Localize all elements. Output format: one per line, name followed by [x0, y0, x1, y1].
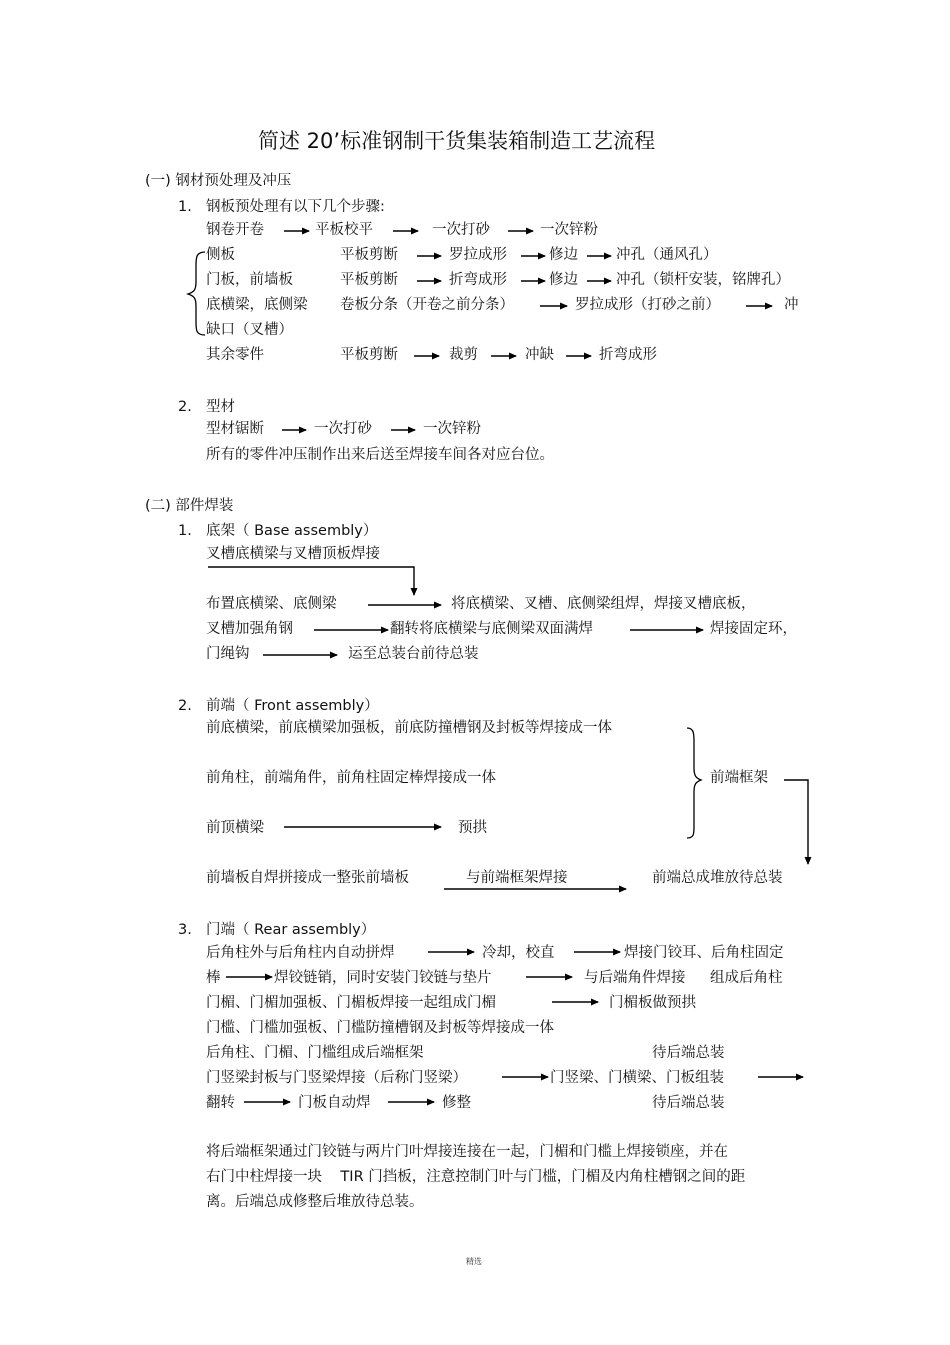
- item-number: 1.: [178, 199, 192, 215]
- flow-step: 一次打砂: [432, 222, 490, 238]
- flow-step: 运至总装台前待总装: [348, 646, 479, 662]
- flow-step: 一次锌粉: [540, 222, 598, 238]
- curly-brace: [188, 252, 205, 335]
- flow-step: 前端框架: [710, 770, 768, 786]
- flow-step: 待后端总装: [652, 1045, 725, 1061]
- section-heading: (一) 钢材预处理及冲压: [145, 173, 292, 189]
- flow-step: 叉槽底横梁与叉槽顶板焊接: [206, 546, 380, 562]
- flow-step: 翻转: [206, 1095, 235, 1111]
- flow-step: 焊铰链销，同时安装门铰链与垫片: [274, 970, 492, 986]
- flow-step: 前角柱，前端角件，前角柱固定棒焊接成一体: [206, 770, 496, 786]
- flow-step: 罗拉成形（打砂之前）: [575, 297, 720, 313]
- flow-step: 前端总成堆放待总装: [652, 870, 783, 886]
- flow-step: 待后端总装: [652, 1095, 725, 1111]
- flow-part-label: 侧板: [206, 247, 235, 263]
- flow-step: 缺口（叉槽）: [206, 322, 293, 338]
- flow-step: 平板校平: [315, 222, 373, 238]
- flow-step: 门板自动焊: [298, 1095, 371, 1111]
- flow-step: 罗拉成形: [449, 247, 507, 263]
- item-heading: 前端（ Front assembly）: [206, 698, 379, 714]
- flow-step: 折弯成形: [449, 272, 507, 288]
- item-heading: 门端（ Rear assembly）: [206, 922, 376, 938]
- flow-step: 后角柱外与后角柱内自动拼焊: [206, 945, 395, 961]
- flow-step: 前底横梁，前底横梁加强板，前底防撞槽钢及封板等焊接成一体: [206, 720, 612, 736]
- flow-step: 修边: [549, 247, 578, 263]
- flow-step: 修整: [442, 1095, 471, 1111]
- curly-brace: [687, 728, 701, 838]
- flow-step: 冲缺: [525, 347, 554, 363]
- flow-step: 布置底横梁、底侧梁: [206, 596, 337, 612]
- flow-step: 冲孔（锁杆安装，铭牌孔）: [616, 272, 790, 288]
- flow-connector: [784, 780, 808, 864]
- item-heading: 型材: [206, 399, 235, 415]
- flow-step: 钢卷开卷: [206, 222, 264, 238]
- flow-step: 冲: [784, 297, 799, 313]
- paragraph-line: 离。后端总成修整后堆放待总装。: [206, 1194, 424, 1210]
- flow-step: 焊接固定环，: [710, 621, 797, 637]
- flow-step: 冷却，校直: [482, 945, 555, 961]
- flow-step: 一次打砂: [314, 421, 372, 437]
- flow-step: 裁剪: [449, 347, 478, 363]
- item-number: 2.: [178, 399, 192, 415]
- flow-step: 门竖梁封板与门竖梁焊接（后称门竖梁）: [206, 1070, 467, 1086]
- flow-part-label: 底横梁，底侧梁: [206, 297, 308, 313]
- flow-step: 门楣、门楣加强板、门楣板焊接一起组成门楣: [206, 995, 496, 1011]
- flow-step: 门竖梁、门横梁、门板组装: [550, 1070, 724, 1086]
- item-number: 2.: [178, 698, 192, 714]
- item-number: 3.: [178, 922, 192, 938]
- page-title: 简述 20’标准钢制干货集装箱制造工艺流程: [258, 129, 656, 153]
- item-heading: 底架（ Base assembly）: [206, 523, 378, 539]
- item-number: 1.: [178, 523, 192, 539]
- flow-part-label: 其余零件: [206, 347, 264, 363]
- flow-step: 将底横梁、叉槽、底侧梁组焊，焊接叉槽底板，: [451, 596, 756, 612]
- flow-step: 门绳钩: [206, 646, 250, 662]
- flow-step: 平板剪断: [340, 347, 398, 363]
- flow-step: 叉槽加强角钢: [206, 621, 293, 637]
- flow-part-label: 门板，前墙板: [206, 272, 293, 288]
- flow-step: 棒: [206, 970, 221, 986]
- paragraph-line: 将后端框架通过门铰链与两片门叶焊接连接在一起，门楣和门槛上焊接锁座，并在: [206, 1144, 728, 1160]
- item-heading: 钢板预处理有以下几个步骤:: [206, 199, 385, 215]
- flow-step: 与前端框架焊接: [466, 870, 568, 886]
- page-footer: 精选: [466, 1257, 482, 1266]
- flow-step: 预拱: [458, 820, 487, 836]
- flow-step: 门楣板做预拱: [609, 995, 696, 1011]
- flow-step: 后角柱、门楣、门槛组成后端框架: [206, 1045, 424, 1061]
- flow-step: 前顶横梁: [206, 820, 264, 836]
- flow-step: 修边: [549, 272, 578, 288]
- flow-step: 折弯成形: [599, 347, 657, 363]
- flow-step: 一次锌粉: [423, 421, 481, 437]
- flow-step: 卷板分条（开卷之前分条）: [340, 297, 514, 313]
- flow-step: 组成后角柱: [710, 970, 783, 986]
- flow-step: 门槛、门槛加强板、门槛防撞槽钢及封板等焊接成一体: [206, 1020, 554, 1036]
- flow-step: 与后端角件焊接: [584, 970, 686, 986]
- flow-step: 型材锯断: [206, 421, 264, 437]
- flow-step: 焊接门铰耳、后角柱固定: [624, 945, 784, 961]
- flow-step: 翻转将底横梁与底侧梁双面满焊: [390, 621, 593, 637]
- section-heading: (二) 部件焊装: [145, 498, 234, 514]
- flow-step: 前墙板自焊拼接成一整张前墙板: [206, 870, 409, 886]
- flow-step: 冲孔（通风孔）: [616, 247, 718, 263]
- paragraph-line: 右门中柱焊接一块 TIR 门挡板，注意控制门叶与门槛，门楣及内角柱槽钢之间的距: [206, 1169, 746, 1185]
- flow-connector: [208, 567, 414, 595]
- flow-step: 平板剪断: [340, 247, 398, 263]
- flow-step: 平板剪断: [340, 272, 398, 288]
- note-text: 所有的零件冲压制作出来后送至焊接车间各对应台位。: [206, 447, 554, 463]
